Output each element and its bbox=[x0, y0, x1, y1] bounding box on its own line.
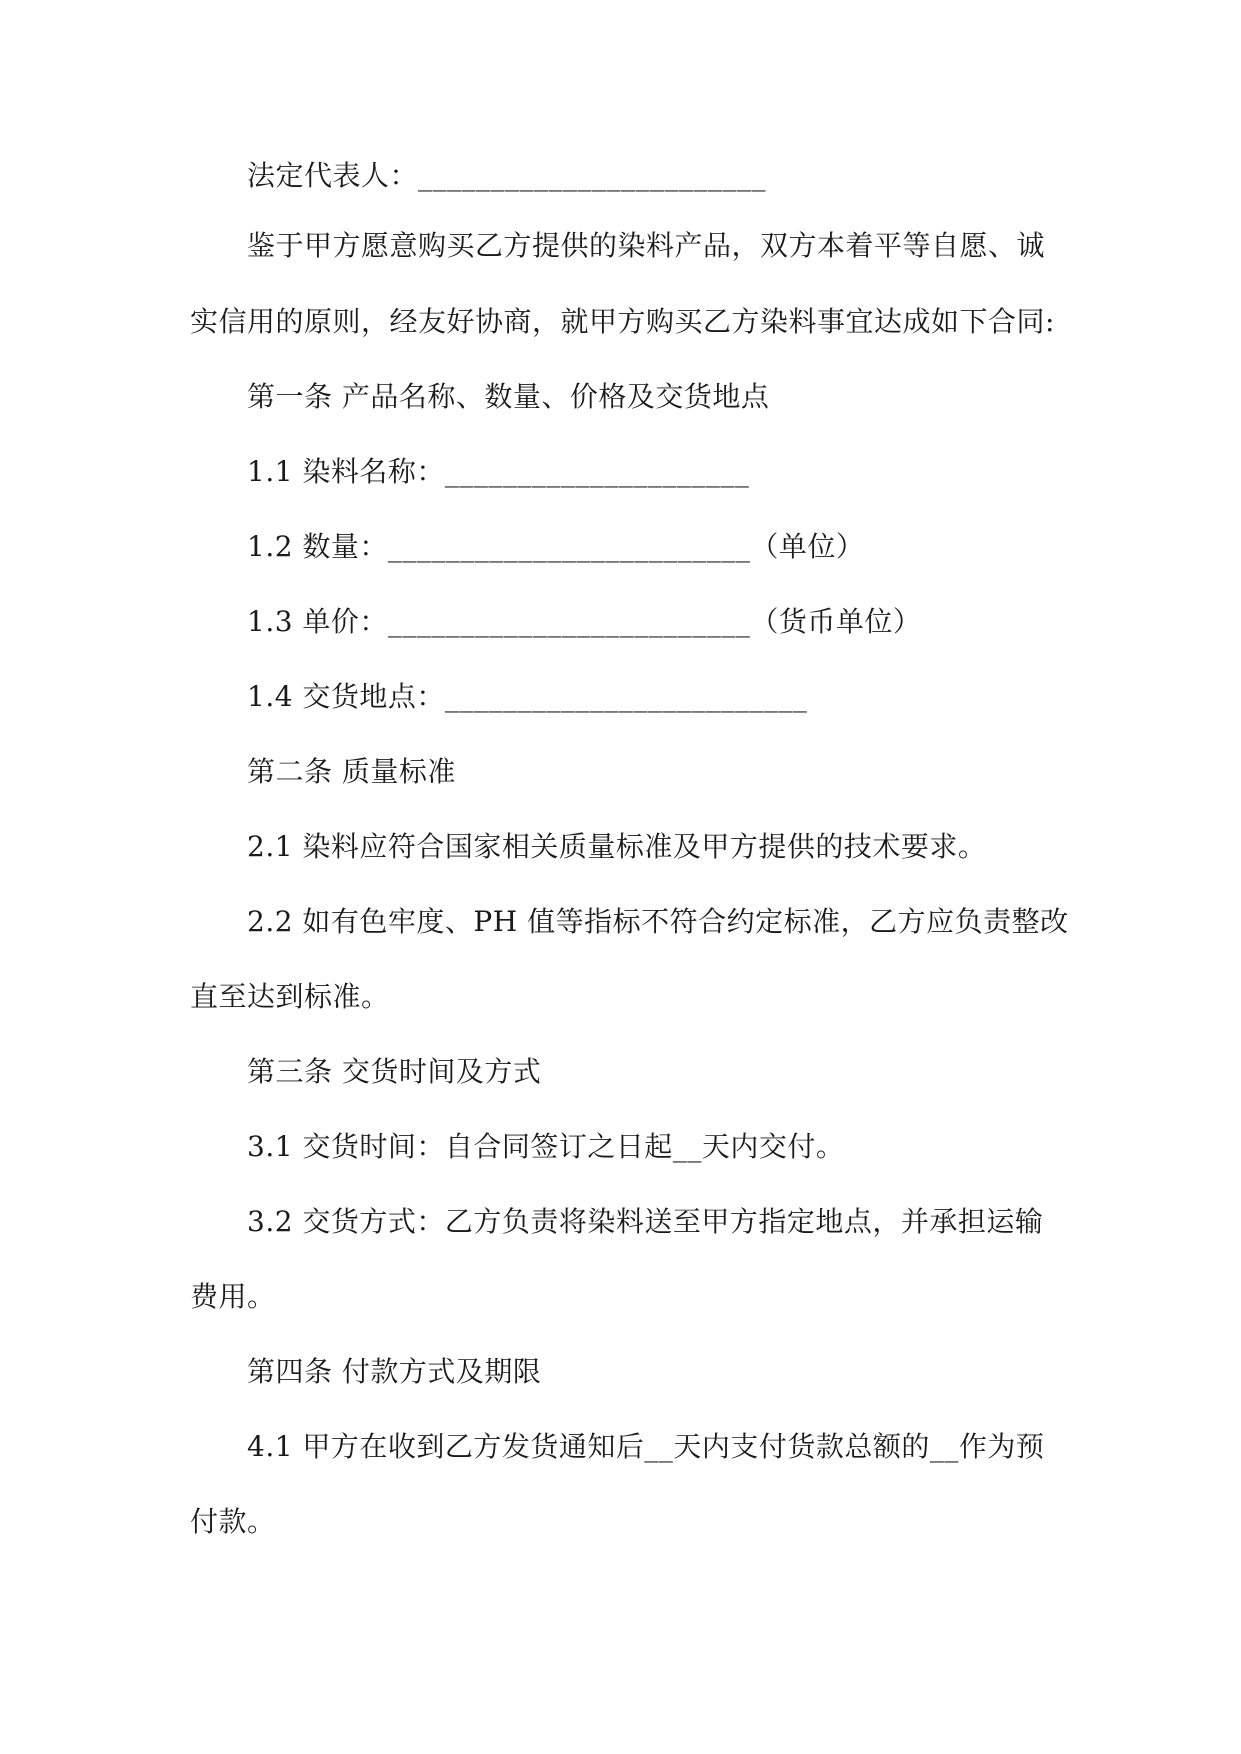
article-2-heading: 第二条 质量标准 bbox=[247, 755, 456, 788]
clause-1-3: 1.3 单价：_________________________（货币单位） bbox=[247, 605, 922, 638]
clause-4-1-line-2: 付款。 bbox=[190, 1505, 276, 1538]
legal-representative-line: 法定代表人：________________________ bbox=[247, 159, 767, 192]
preamble-line-2: 实信用的原则，经友好协商，就甲方购买乙方染料事宜达成如下合同: bbox=[190, 305, 1055, 338]
clause-1-4: 1.4 交货地点：_________________________ bbox=[247, 680, 808, 713]
clause-3-1: 3.1 交货时间：自合同签订之日起__天内交付。 bbox=[247, 1130, 845, 1163]
clause-4-1-line-1: 4.1 甲方在收到乙方发货通知后__天内支付货款总额的__作为预 bbox=[247, 1430, 1045, 1463]
article-3-heading: 第三条 交货时间及方式 bbox=[247, 1055, 542, 1088]
clause-1-1: 1.1 染料名称：_____________________ bbox=[247, 455, 750, 488]
article-4-heading: 第四条 付款方式及期限 bbox=[247, 1355, 542, 1388]
article-1-heading: 第一条 产品名称、数量、价格及交货地点 bbox=[247, 380, 770, 413]
clause-3-2-line-1: 3.2 交货方式：乙方负责将染料送至甲方指定地点，并承担运输 bbox=[247, 1205, 1044, 1238]
clause-3-2-line-2: 费用。 bbox=[190, 1280, 276, 1313]
clause-2-2-line-1: 2.2 如有色牢度、PH 值等指标不符合约定标准，乙方应负责整改 bbox=[247, 905, 1069, 938]
clause-2-1: 2.1 染料应符合国家相关质量标准及甲方提供的技术要求。 bbox=[247, 830, 987, 863]
preamble-line-1: 鉴于甲方愿意购买乙方提供的染料产品，双方本着平等自愿、诚 bbox=[247, 229, 1046, 262]
clause-2-2-line-2: 直至达到标准。 bbox=[190, 980, 390, 1013]
clause-1-2: 1.2 数量：_________________________（单位） bbox=[247, 530, 865, 563]
